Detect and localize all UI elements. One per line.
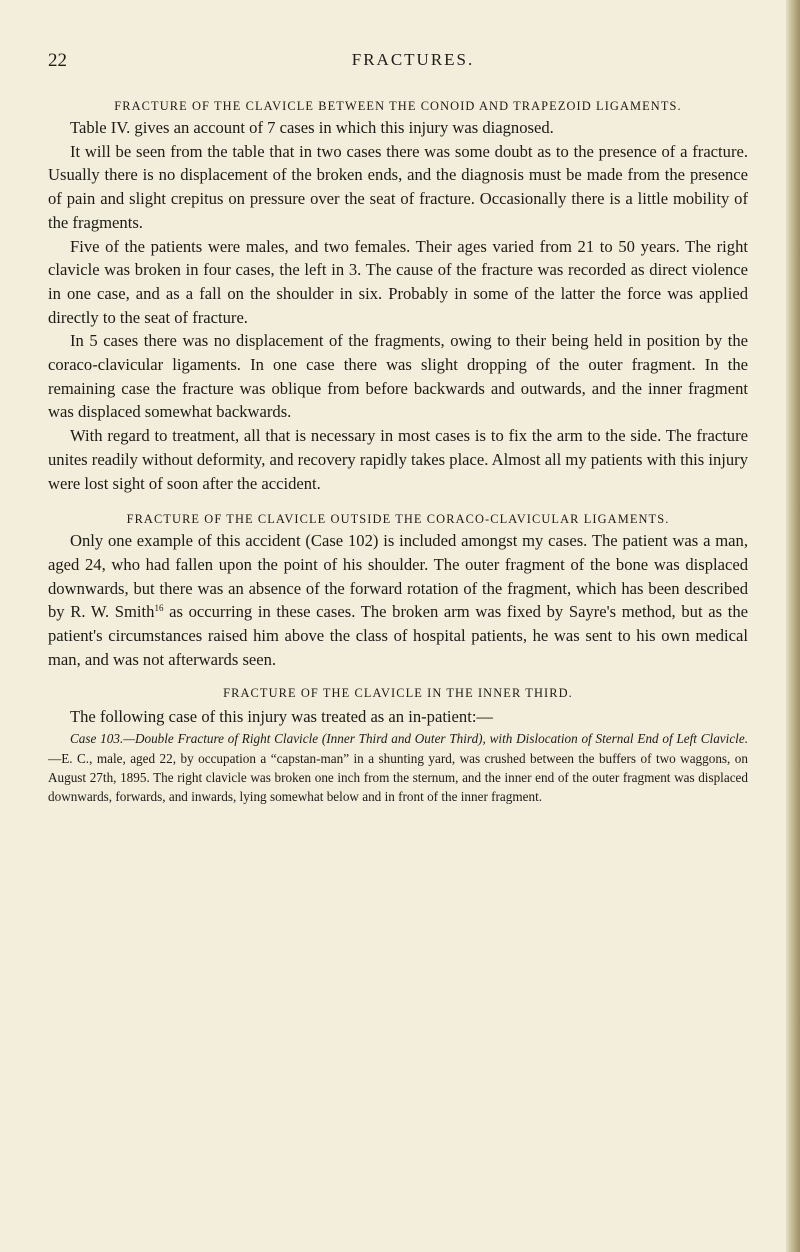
case-report bbox=[48, 729, 748, 806]
paragraph: It will be seen from the table that in two cases there was some doubt as to the presence of a fracture. Usually there is no displacement of the broken ends, and the diagnosis must be made from the presence of pain and slight crepitus on pressure over the seat of fracture. Occasionally there is a little mobility of the fragments. bbox=[48, 141, 748, 232]
paragraph-text: Only one example of this accident (Case 102) is included amongst my cases. The patient was a man, aged 24, who had fallen upon the point of his shoulder. The outer fragment of the bone was displaced downwards, but there was an absence of the forward rotation of the fragment, which has been described by R. W. Smith bbox=[48, 531, 748, 622]
section-heading-outside-coraco-clavicular: FRACTURE OF THE CLAVICLE OUTSIDE THE CORACO-CLAVICULAR LIGAMENTS. bbox=[126, 512, 670, 527]
paragraph: Five of the patients were males, and two females. Their ages varied from 21 to 50 years. The right clavicle was broken in four cases, the left in 3. The cause of the fracture was recorded as direct violence in one case, and as a fall on the shoulder in six. Probably in some of the latter the force was applied directly to the seat of fracture. bbox=[48, 236, 748, 327]
paragraph-text: as occurring in these cases. The broken arm was fixed by Sayre's method, but as the patient's circumstances raised him above the class of hospital patients, he was sent to his own medical man, and was not afterwards seen. bbox=[48, 602, 748, 669]
case-body: —E. C., male, aged 22, by occupation a “capstan-man” in a shunting yard, was crushed between the buffers of two waggons, on August 27th, 1895. The right clavicle was broken one inch from the sternum, and the inner end of the outer fragment was displaced downwards, forwards, and inwards, lying somewhat below and in front of the inner fragment. bbox=[48, 750, 748, 805]
running-title: FRACTURES. bbox=[351, 50, 475, 69]
page-number: 22 bbox=[48, 50, 67, 71]
paragraph: With regard to treatment, all that is necessary in most cases is to fix the arm to the side. The fracture unites readily without deformity, and recovery rapidly takes place. Almost all my patients with this injury were lost sight of soon after the accident. bbox=[48, 426, 748, 493]
page-binding-shadow bbox=[786, 0, 800, 1252]
book-page bbox=[48, 0, 748, 806]
case-title: Case 103.—Double Fracture of Right Clavicle (Inner Third and Outer Third), with Dislocation of Sternal End of Left Clavicle. bbox=[70, 731, 748, 747]
case-intro-line: The following case of this injury was treated as an in-patient:— bbox=[70, 707, 494, 727]
section-heading-conoid-trapezoid: FRACTURE OF THE CLAVICLE BETWEEN THE CONOID AND TRAPEZOID LIGAMENTS. bbox=[114, 99, 682, 113]
footnote-reference: 16 bbox=[154, 603, 164, 614]
section-heading-inner-third: FRACTURE OF THE CLAVICLE IN THE INNER THIRD. bbox=[223, 686, 573, 701]
running-head bbox=[48, 50, 748, 72]
paragraph: Table IV. gives an account of 7 cases in which this injury was diagnosed. bbox=[70, 118, 554, 137]
paragraph: In 5 cases there was no displacement of the fragments, owing to their being held in position by the coraco-clavicular ligaments. In one case there was slight dropping of the outer fragment. In the remaining case the fracture was oblique from before backwards and outwards, and the inner fragment was displaced somewhat backwards. bbox=[48, 331, 748, 422]
paragraph bbox=[48, 529, 748, 671]
